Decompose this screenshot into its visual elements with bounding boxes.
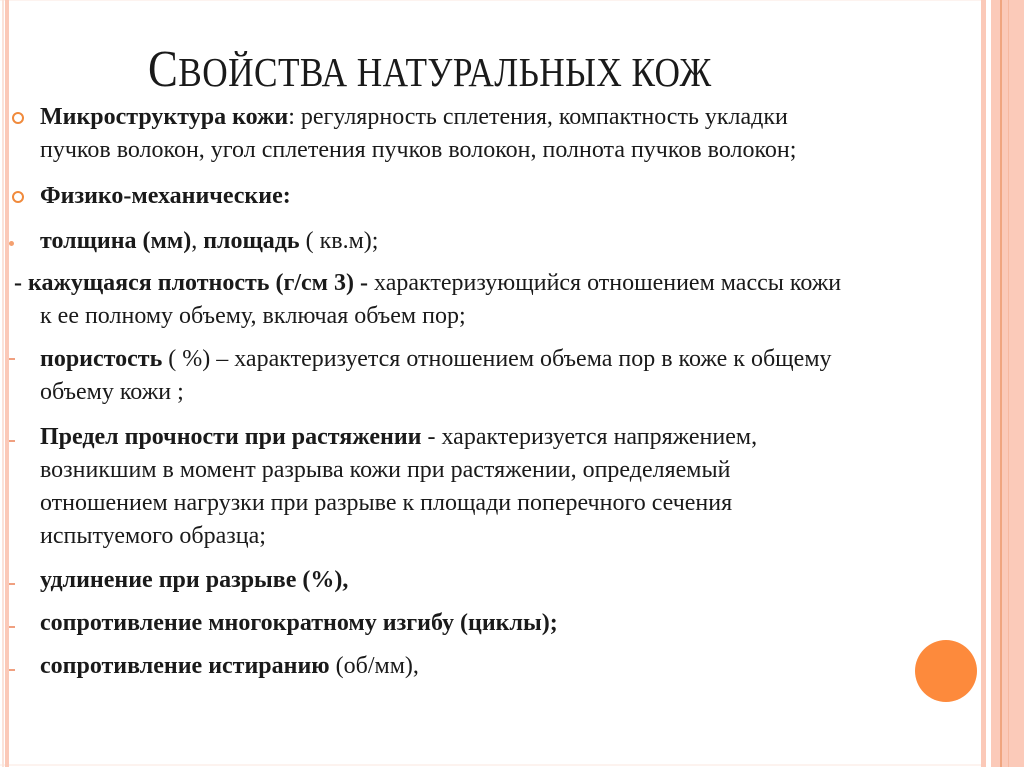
ring-bullet-icon [12, 191, 24, 203]
left-border-stripe [2, 0, 4, 767]
dash-bullet-icon [9, 669, 15, 671]
dash-bullet-icon [9, 440, 15, 442]
decorative-circle-icon [915, 640, 977, 702]
item-text: ( %) – характеризуется отношением объема пор в коже к общему [162, 346, 832, 372]
top-border [0, 0, 981, 1]
list-item [40, 422, 757, 452]
bottom-border [0, 764, 981, 766]
item-term: Предел прочности при растяжении [40, 424, 422, 450]
list-item [14, 268, 841, 298]
list-item-continuation: к ее полному объему, включая объем пор; [40, 303, 466, 329]
right-border-stripe [1008, 0, 1009, 767]
list-item: Физико-механические: [40, 183, 291, 209]
list-item [40, 102, 788, 132]
right-border-stripe [1000, 0, 1002, 767]
list-item-continuation: объему кожи ; [40, 379, 184, 405]
list-item: сопротивление многократному изгибу (циклы); [40, 610, 558, 636]
item-term: сопротивление истиранию [40, 653, 330, 679]
dot-bullet-icon [9, 241, 14, 246]
list-item [40, 651, 419, 681]
list-item-continuation: отношением нагрузки при разрыве к площади поперечного сечения [40, 490, 733, 516]
dash-bullet-icon [9, 583, 15, 585]
item-text: ( кв.м); [299, 228, 379, 254]
list-item [40, 344, 832, 374]
item-term: - кажущаяся плотность (г/см 3) - [14, 270, 369, 296]
item-term: Микроструктура кожи [40, 104, 289, 130]
dash-bullet-icon [9, 626, 15, 628]
ring-bullet-icon [12, 112, 24, 124]
list-item-continuation: испытуемого образца; [40, 523, 266, 549]
list-item [40, 226, 378, 256]
item-text: (об/мм), [329, 653, 419, 679]
item-term: пористость [40, 346, 163, 372]
item-text: , [191, 228, 204, 254]
item-text: : регулярность сплетения, компактность укладки [288, 104, 788, 130]
list-item-continuation: возникшим в момент разрыва кожи при растяжении, определяемый [40, 457, 731, 483]
item-term: площадь [203, 228, 300, 254]
item-text: характеризующийся отношением массы кожи [368, 270, 842, 296]
left-border-stripe [5, 0, 9, 767]
list-item-continuation: пучков волокон, угол сплетения пучков волокон, полнота пучков волокон; [40, 137, 797, 163]
dash-bullet-icon [9, 358, 15, 360]
slide-title [148, 40, 712, 99]
title-initial: С [148, 41, 179, 98]
item-text: - характеризуется напряжением, [421, 424, 758, 450]
list-item: удлинение при разрыве (%), [40, 567, 349, 593]
right-border-stripe [981, 0, 986, 767]
title-rest: ВОЙСТВА НАТУРАЛЬНЫХ КОЖ [178, 49, 712, 95]
item-term: толщина (мм) [40, 228, 192, 254]
